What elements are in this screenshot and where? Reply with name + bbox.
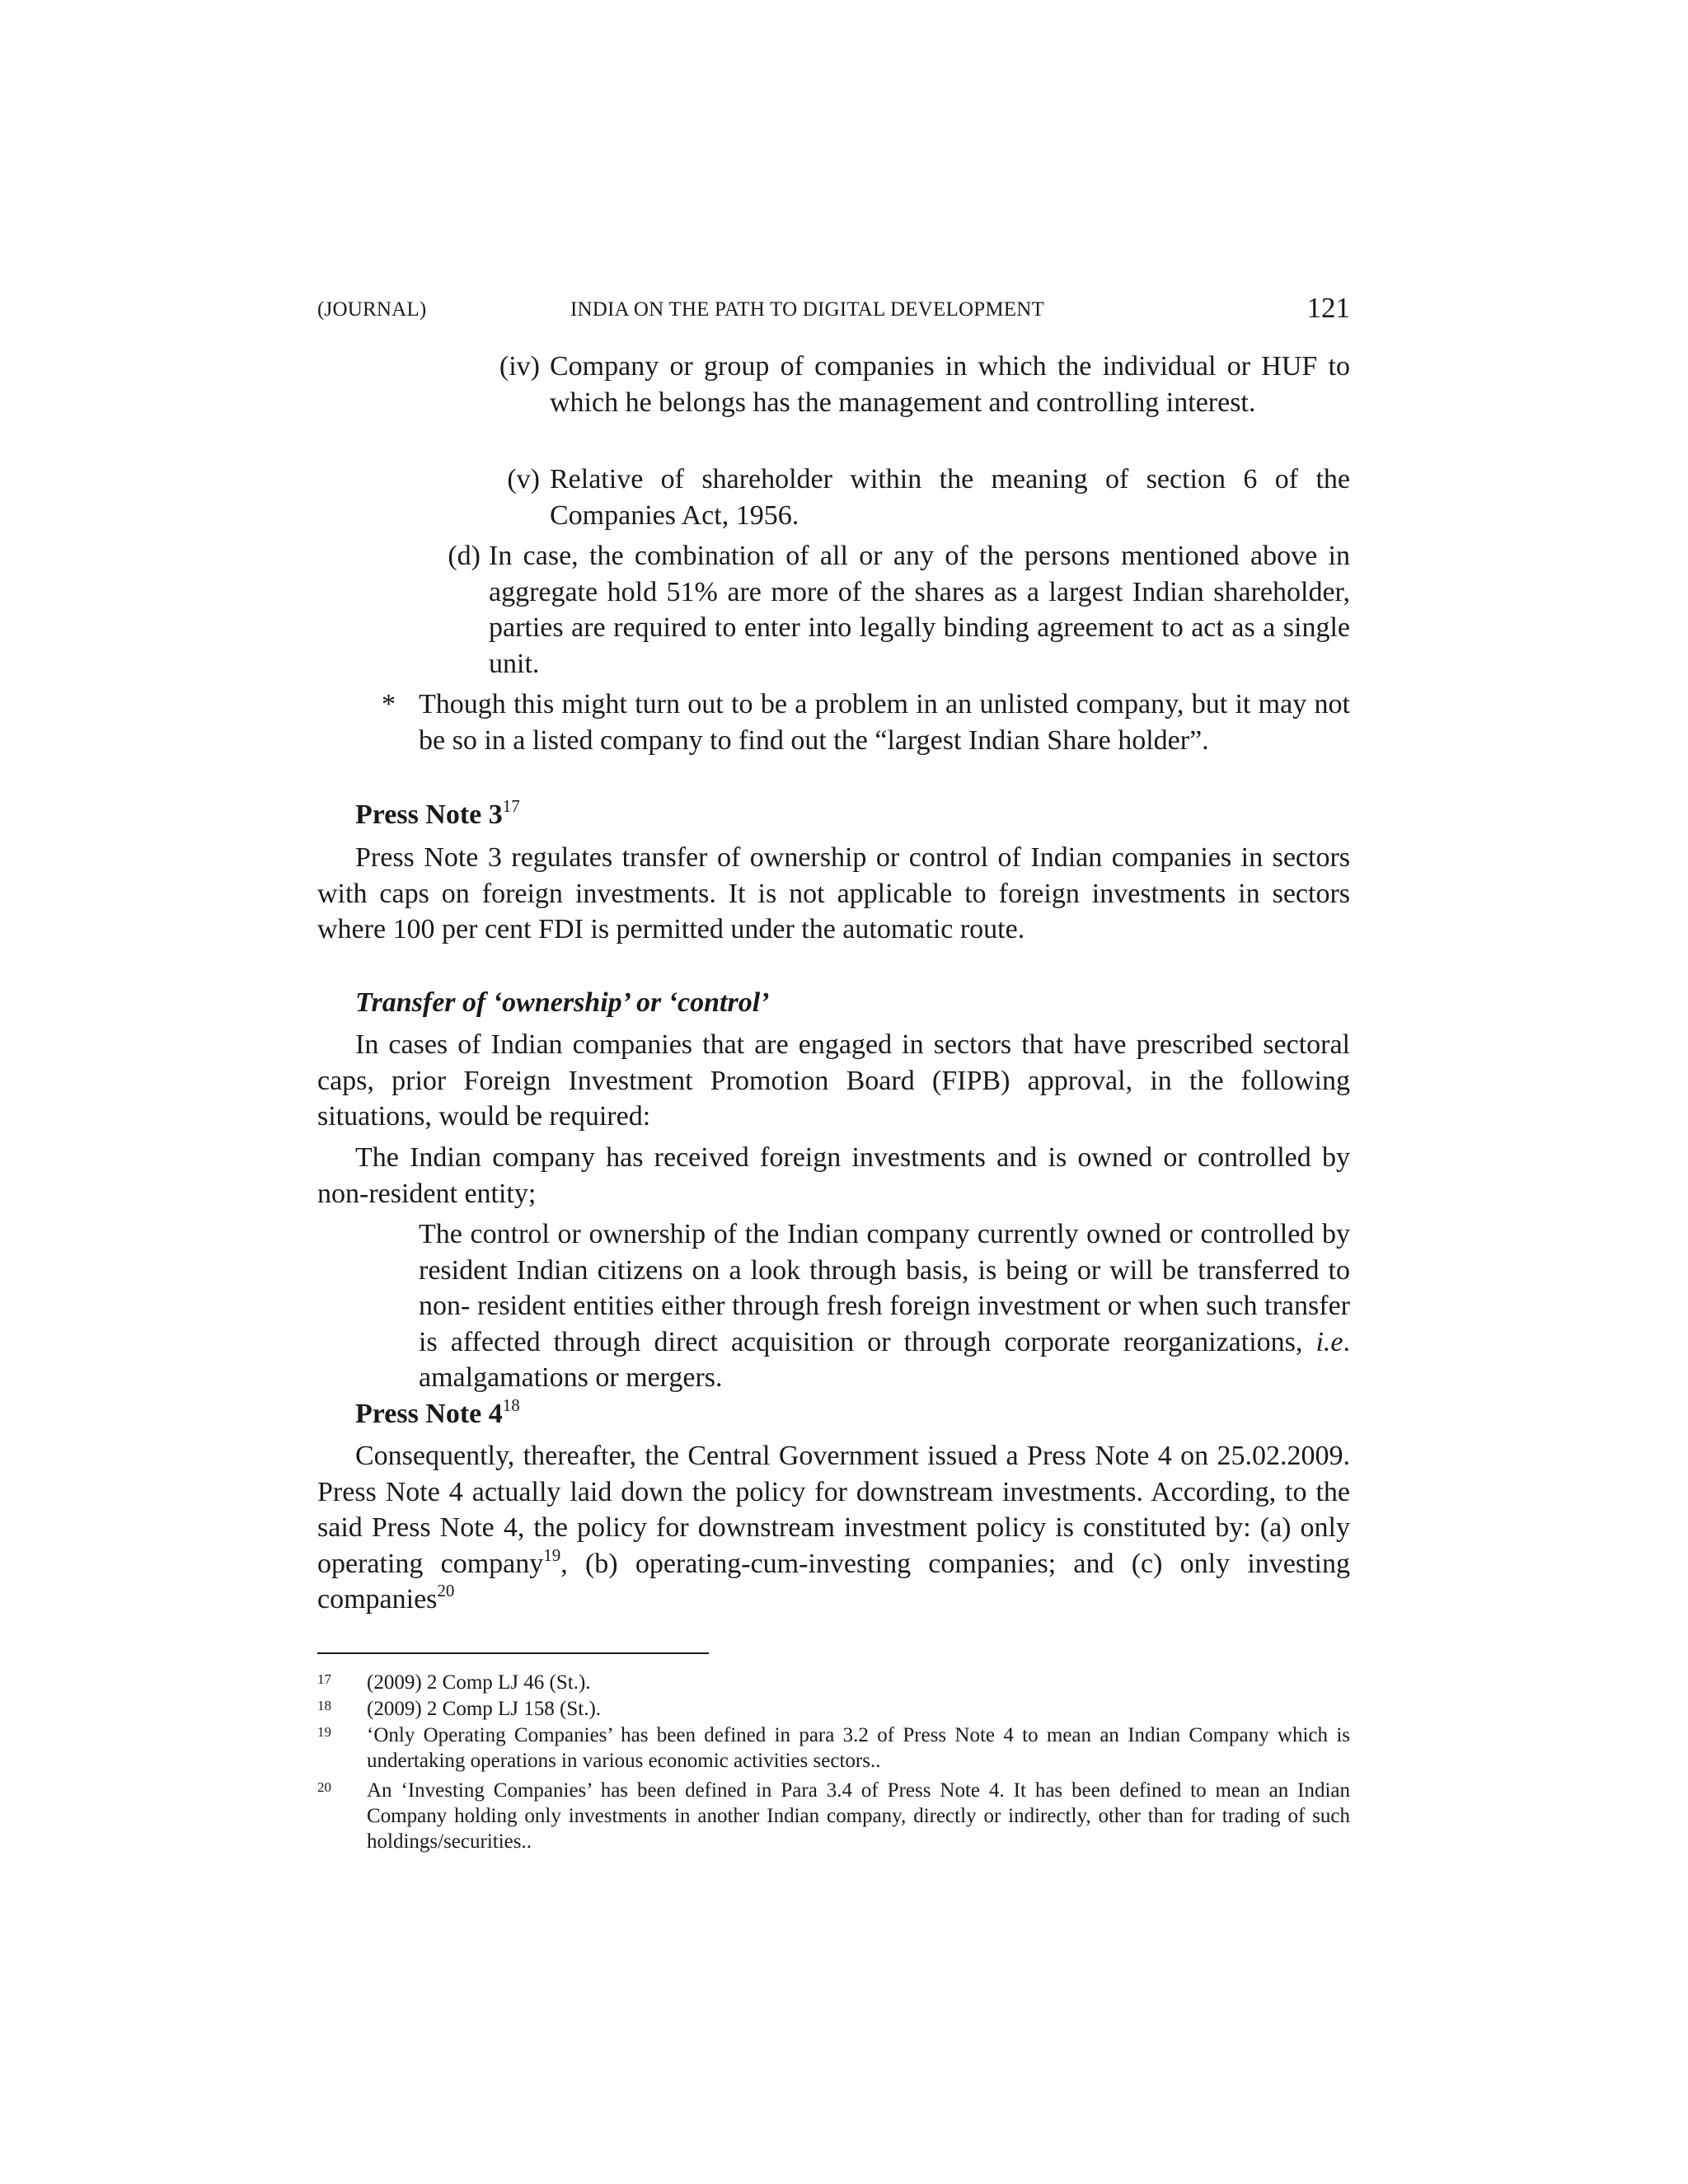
heading-text: Press Note 3 <box>355 799 503 830</box>
situation-2-paragraph <box>419 1216 1350 1396</box>
asterisk-label: * <box>382 689 396 719</box>
italic-abbrev: i.e <box>1315 1326 1343 1357</box>
running-title: INDIA ON THE PATH TO DIGITAL DEVELOPMENT <box>570 298 1044 321</box>
footnote-number: 20 <box>317 1779 331 1795</box>
footnote-text: ‘Only Operating Companies’ has been defined in para 3.2 of Press Note 4 to mean an Indian Company which is undertaking operations in various economic activities sectors.. <box>367 1724 1350 1772</box>
footnote-17 <box>317 1670 1350 1695</box>
asterisk-note <box>382 687 1350 758</box>
paragraph-text: Consequently, thereafter, the Central Government issued a Press Note 4 on 25.02.2009. Press Note 4 actually laid down the policy for downstream investments. According, to the said Press Note 4, the policy for downstream investment policy is constituted by: (a) only operating company <box>317 1441 1350 1579</box>
page-number: 121 <box>1306 292 1350 324</box>
paragraph-text: Press Note 3 regulates transfer of ownership or control of Indian companies in sectors with caps on foreign investments. It is not applicable to foreign investments in sectors where 100 per cent FDI is permitted under the automatic route. <box>317 842 1350 944</box>
footnote-19 <box>317 1722 1350 1774</box>
footnote-text: (2009) 2 Comp LJ 46 (St.). <box>367 1671 591 1694</box>
paragraph-text: In cases of Indian companies that are engaged in sectors that have prescribed sectoral caps, prior Foreign Investment Promotion Board (FIPB) approval, in the following situations, would be required: <box>317 1029 1350 1132</box>
list-text: In case, the combination of all or any of the persons mentioned above in aggregate hold 51% are more of the shares as a largest Indian shareholder, parties are required to enter into legally binding agreement to act as a single unit. <box>489 541 1350 679</box>
paragraph-text: The control or ownership of the Indian company currently owned or controlled by resident Indian citizens on a look through basis, is being or will be transferred to non- resident entities either through fresh foreign investment or when such transfer is affected through direct acquisition or through corporate reorganizations, <box>419 1219 1350 1357</box>
footnote-number: 17 <box>317 1671 331 1687</box>
footnote-number: 18 <box>317 1698 331 1713</box>
transfer-heading: Transfer of ‘ownership’ or ‘control’ <box>355 987 770 1018</box>
press-note-4-heading <box>355 1395 520 1430</box>
footnote-divider <box>317 1652 709 1654</box>
situation-1-paragraph <box>317 1140 1350 1212</box>
list-item-iv <box>499 349 1350 420</box>
footnote-text: (2009) 2 Comp LJ 158 (St.). <box>367 1698 602 1720</box>
list-label: (v) <box>507 464 540 494</box>
paragraph-text: The Indian company has received foreign investments and is owned or controlled by non-resident entity; <box>317 1142 1350 1209</box>
journal-label: (JOURNAL) <box>317 298 427 321</box>
footnote-ref: 17 <box>502 796 520 816</box>
heading-text: Press Note 4 <box>355 1399 503 1429</box>
footnote-ref: 18 <box>502 1395 520 1415</box>
paragraph-text-end: . amalgamations or mergers. <box>419 1326 1350 1393</box>
list-text: Company or group of companies in which the individual or HUF to which he belongs has the management and controlling interest. <box>550 351 1350 418</box>
footnote-ref: 19 <box>543 1544 561 1565</box>
press-note-3-heading <box>355 796 520 831</box>
transfer-paragraph <box>317 1027 1350 1135</box>
list-label: (d) <box>448 541 481 571</box>
list-item-d <box>448 538 1350 682</box>
footnote-text: An ‘Investing Companies’ has been defined in Para 3.4 of Press Note 4. It has been defined to mean an Indian Company holding only investments in another Indian company, directly or indirectly, other than for trading of such holdings/securities.. <box>367 1779 1350 1853</box>
press-note-3-paragraph <box>317 840 1350 948</box>
press-note-4-paragraph <box>317 1438 1350 1618</box>
footnote-number: 19 <box>317 1724 331 1740</box>
list-item-v <box>507 462 1350 533</box>
list-label: (iv) <box>499 351 540 382</box>
footnote-18 <box>317 1696 1350 1722</box>
footnote-20 <box>317 1778 1350 1854</box>
list-text: Relative of shareholder within the meaning of section 6 of the Companies Act, 1956. <box>550 464 1350 531</box>
paragraph-text-cont: , (b) operating-cum-investing companies; and (c) only investing companies <box>317 1548 1350 1615</box>
note-text: Though this might turn out to be a problem in an unlisted company, but it may not be so in a listed company to find out the “largest Indian Share holder”. <box>419 689 1350 756</box>
footnote-ref: 20 <box>437 1581 455 1601</box>
